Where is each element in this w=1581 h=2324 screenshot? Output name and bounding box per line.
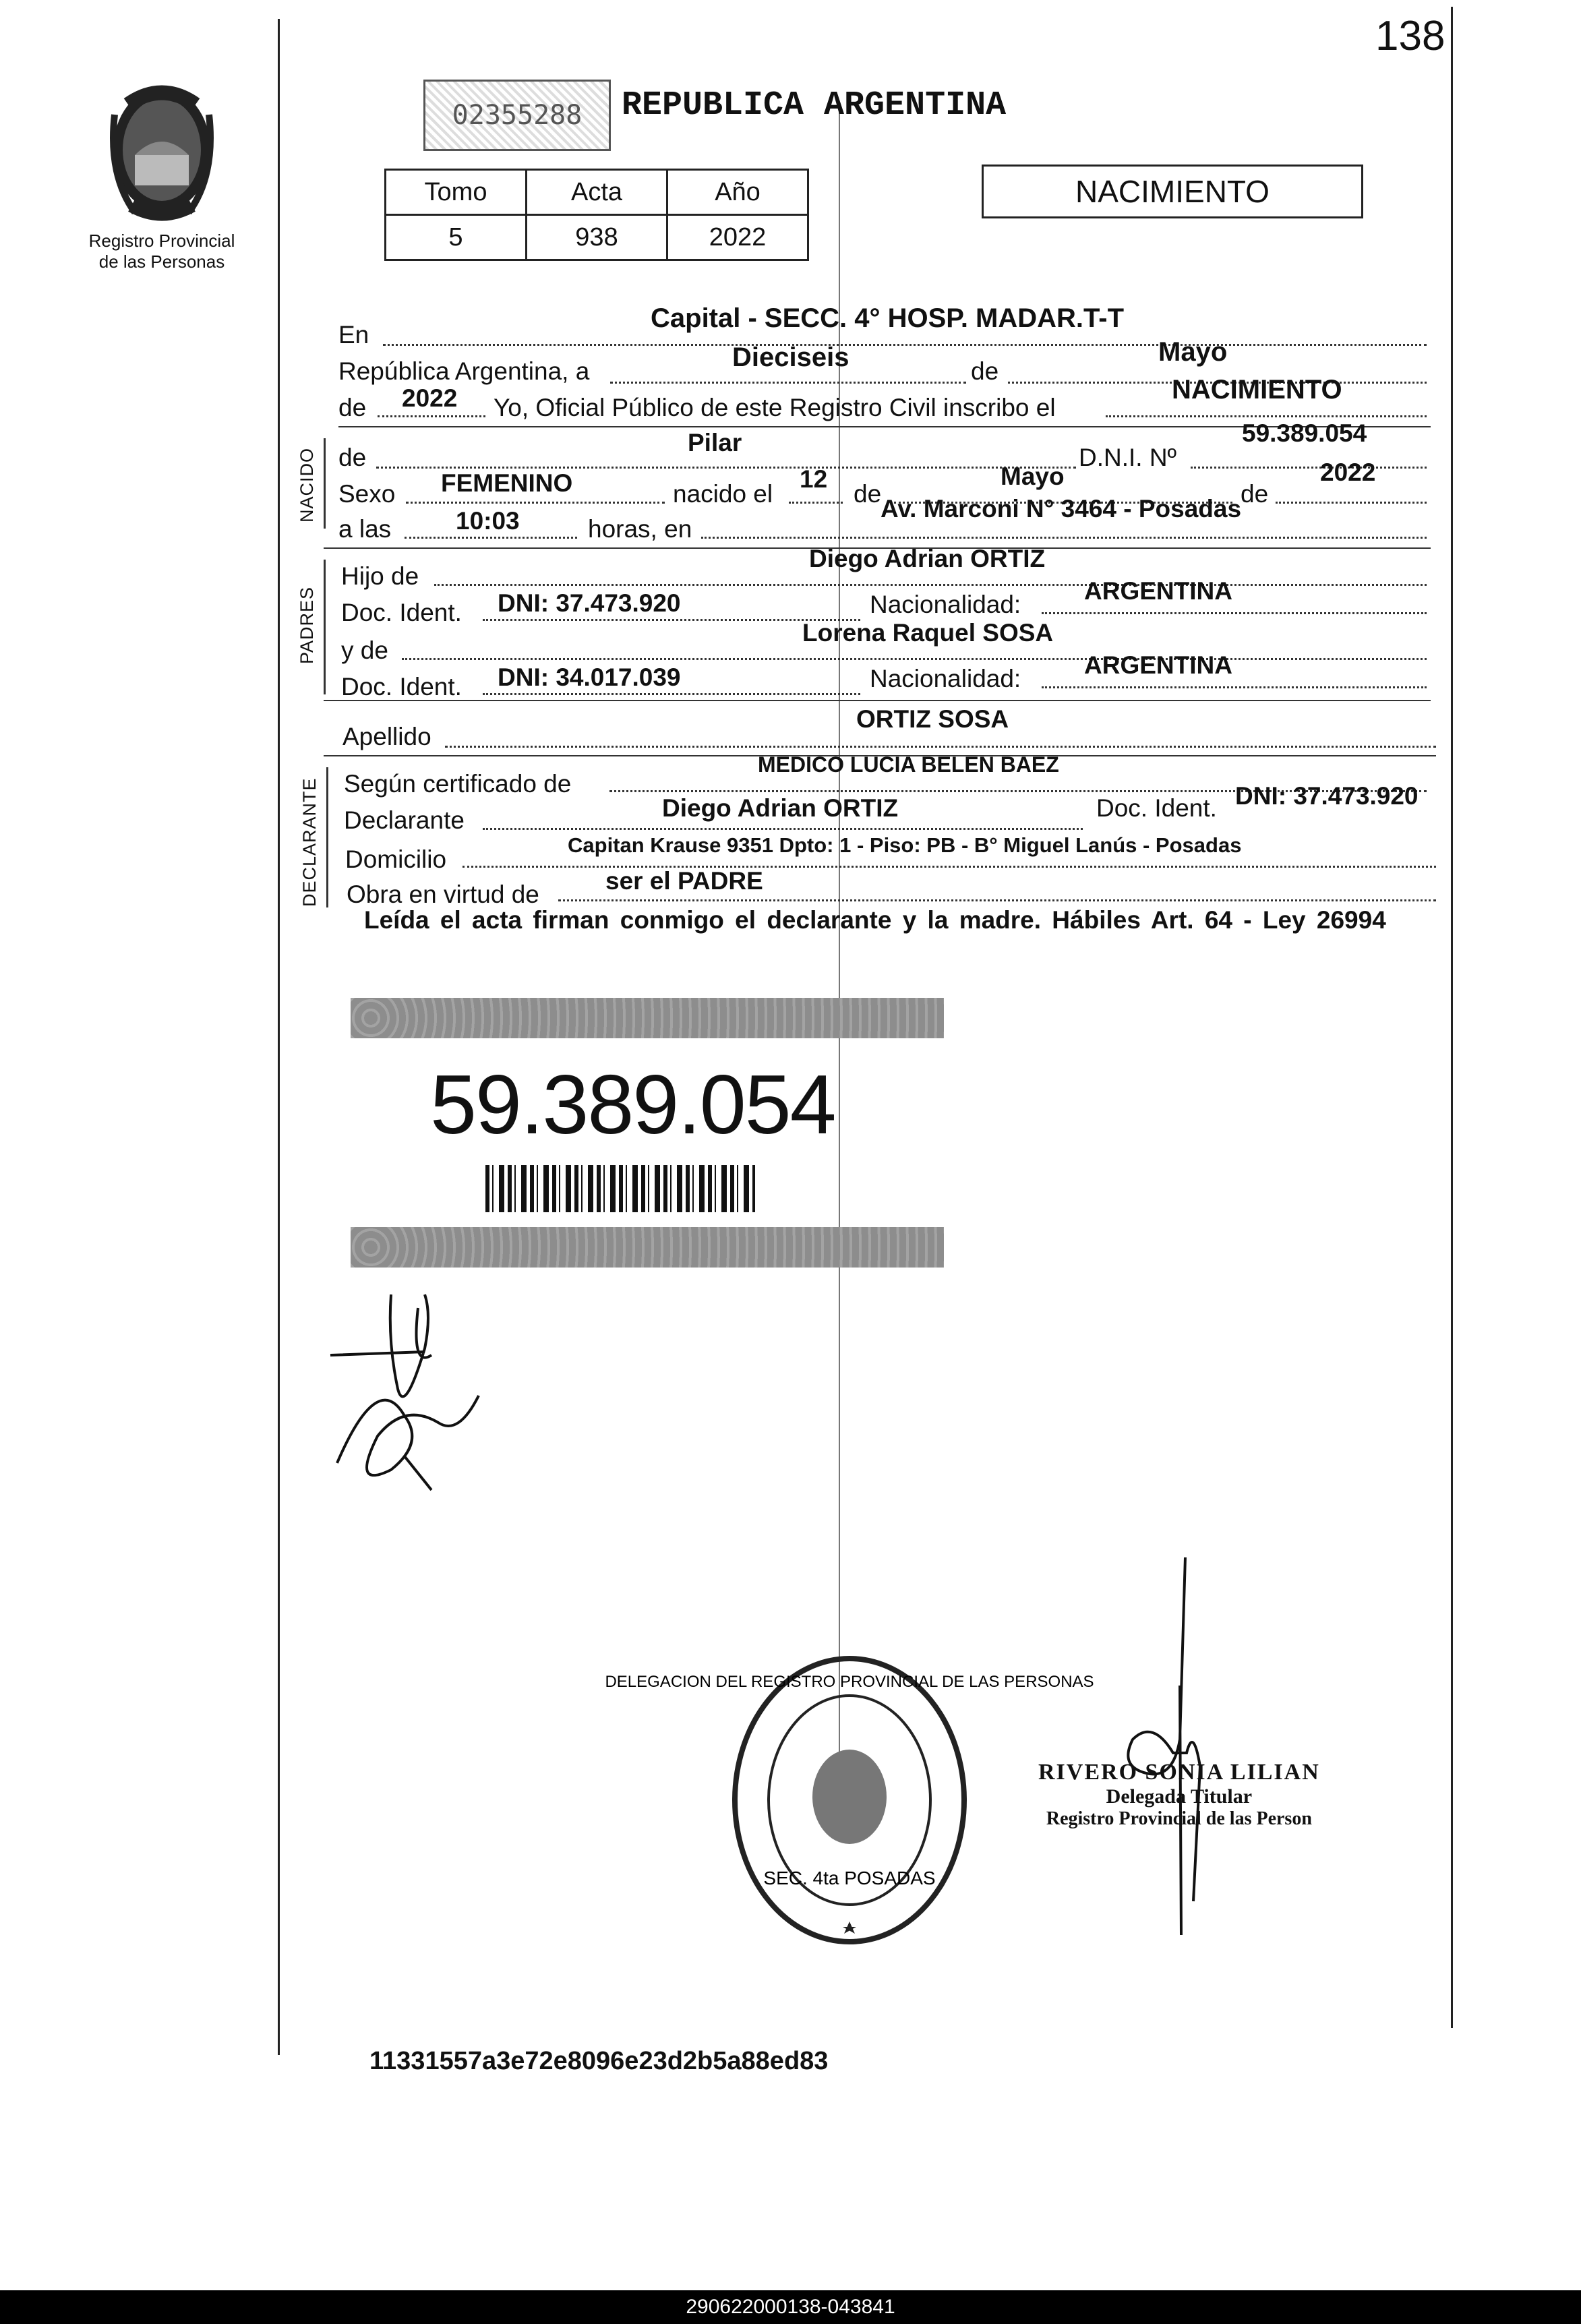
doc-ident-label: Doc. Ident. xyxy=(341,673,462,701)
de-label: de xyxy=(1241,480,1269,508)
obra-label: Obra en virtud de xyxy=(347,881,539,908)
official-stamp-icon xyxy=(605,1652,1094,1948)
document-hash: 11331557a3e72e8096e23d2b5a88ed83 xyxy=(369,2047,829,2075)
official-signature-icon xyxy=(1106,1551,1227,1942)
mother-nationality-value: ARGENTINA xyxy=(1084,651,1232,679)
dots xyxy=(483,693,860,695)
dots xyxy=(789,502,843,504)
provincia-misiones-crest-icon xyxy=(88,74,236,222)
header-title: REPUBLICA ARGENTINA xyxy=(622,86,1007,125)
dots xyxy=(402,658,1427,660)
page-number: 138 xyxy=(1375,13,1445,59)
dots xyxy=(1276,502,1427,504)
doc-ident-label: Doc. Ident. xyxy=(1096,794,1217,822)
dots xyxy=(405,537,577,539)
birth-address-value: Av. Marconi N° 3464 - Posadas xyxy=(881,495,1242,523)
logo-caption xyxy=(67,231,256,272)
month-value: Mayo xyxy=(1158,337,1228,367)
padres-bracket xyxy=(324,560,326,694)
declarant-signature-icon xyxy=(324,1268,499,1524)
dots xyxy=(378,415,485,417)
dots xyxy=(383,344,1427,346)
barcode-icon xyxy=(485,1165,755,1212)
child-dni-value: 59.389.054 xyxy=(1242,419,1367,447)
day-value: Dieciseis xyxy=(732,342,849,372)
year-value: 2022 xyxy=(402,384,458,412)
reason-value: ser el PADRE xyxy=(605,867,763,895)
dni-number: 59.389.054 xyxy=(430,1059,835,1152)
birth-day-value: 12 xyxy=(800,465,828,493)
father-nationality-value: ARGENTINA xyxy=(1084,577,1232,605)
record-value-acta: 938 xyxy=(527,215,667,260)
act-value: NACIMIENTO xyxy=(1172,375,1342,405)
record-header-tomo: Tomo xyxy=(386,170,527,215)
sexo-value: FEMENINO xyxy=(441,469,573,497)
record-header-acta: Acta xyxy=(527,170,667,215)
birth-year-value: 2022 xyxy=(1320,458,1376,486)
nacionalidad-label: Nacionalidad: xyxy=(870,665,1021,692)
delegate-name: RIVERO SONIA LILIAN xyxy=(1038,1760,1320,1785)
sexo-label: Sexo xyxy=(338,480,396,508)
delegate-signature-block xyxy=(1038,1760,1320,1830)
dots xyxy=(1191,467,1427,469)
republica-label: República Argentina, a xyxy=(338,357,590,385)
declarante-section-label: DECLARANTE xyxy=(299,777,320,907)
a-las-label: a las xyxy=(338,515,392,543)
nacido-section-label: NACIDO xyxy=(297,447,317,523)
card-band-top xyxy=(351,998,944,1038)
stamp-outer-text: DELEGACION DEL REGISTRO PROVINCIAL DE LAS PERSONAS xyxy=(605,1673,1094,1691)
closing-text: Leída el acta firman conmigo el declarante y la madre. Hábiles Art. 64 - Ley 26994 xyxy=(364,906,1386,934)
en-label: En xyxy=(338,321,369,349)
year-prefix-label: de xyxy=(338,394,367,421)
father-doc-value: DNI: 37.473.920 xyxy=(498,589,681,617)
domicilio-value: Capitan Krause 9351 Dpto: 1 - Piso: PB - B° Miguel Lanús - Posadas xyxy=(568,833,1242,857)
delegate-org: Registro Provincial de las Person xyxy=(1046,1808,1312,1829)
logo-caption-line1: Registro Provincial xyxy=(88,231,235,251)
dots xyxy=(1042,612,1427,614)
dni-label-card xyxy=(351,998,944,1268)
y-de-label: y de xyxy=(341,636,388,664)
left-margin-line xyxy=(278,19,280,2055)
declarante-doc-value: DNI: 37.473.920 xyxy=(1235,782,1419,810)
child-name-value: Pilar xyxy=(688,429,742,456)
card-band-bottom xyxy=(351,1227,944,1268)
dots xyxy=(610,382,966,384)
dots xyxy=(1042,686,1427,688)
de-label: de xyxy=(854,480,882,508)
logo-caption-line2: de las Personas xyxy=(98,251,225,272)
dots xyxy=(1106,415,1427,417)
dots xyxy=(376,467,1076,469)
nacionalidad-label: Nacionalidad: xyxy=(870,591,1021,618)
separator xyxy=(324,700,1431,701)
record-table xyxy=(384,169,809,261)
hijo-de-label: Hijo de xyxy=(341,562,419,590)
doc-ident-label: Doc. Ident. xyxy=(341,599,462,626)
birth-time-value: 10:03 xyxy=(456,507,520,535)
segun-certificado-label: Según certificado de xyxy=(344,770,572,798)
nacido-de-label: de xyxy=(338,444,367,471)
dots xyxy=(434,584,1427,586)
father-name-value: Diego Adrian ORTIZ xyxy=(809,545,1046,572)
dots xyxy=(558,899,1436,901)
dots xyxy=(445,746,1436,748)
mother-name-value: Lorena Raquel SOSA xyxy=(802,619,1054,647)
record-value-anio: 2022 xyxy=(667,215,808,260)
de-label: de xyxy=(971,357,999,385)
padres-section-label: PADRES xyxy=(297,586,317,664)
mother-doc-value: DNI: 34.017.039 xyxy=(498,663,681,691)
record-value-tomo: 5 xyxy=(386,215,527,260)
dots xyxy=(701,537,1427,539)
nacido-el-label: nacido el xyxy=(673,480,773,508)
birth-month-value: Mayo xyxy=(1001,463,1065,490)
certificate-value: MEDICO LUCIA BELEN BAEZ xyxy=(758,752,1059,777)
footer-code: 290622000138-043841 xyxy=(0,2290,1581,2324)
stamp-inner-text: SEC. 4ta POSADAS xyxy=(763,1868,936,1888)
record-type-box: NACIMIENTO xyxy=(982,165,1363,218)
declarante-bracket xyxy=(326,767,328,907)
horas-label: horas, en xyxy=(588,515,692,543)
domicilio-label: Domicilio xyxy=(345,845,447,873)
oficial-text: Yo, Oficial Público de este Registro Civil inscribo el xyxy=(494,394,1056,421)
delegate-title: Delegada Titular xyxy=(1106,1785,1253,1808)
declarante-label: Declarante xyxy=(344,806,465,834)
apellido-value: ORTIZ SOSA xyxy=(856,705,1009,733)
dni-label: D.N.I. Nº xyxy=(1079,444,1177,471)
right-margin-line xyxy=(1451,7,1453,2028)
serial-number-stamp: 02355288 xyxy=(423,80,611,151)
record-header-anio: Año xyxy=(667,170,808,215)
dots xyxy=(406,502,665,504)
apellido-label: Apellido xyxy=(342,723,431,750)
nacido-bracket xyxy=(324,438,326,529)
place-value: Capital - SECC. 4° HOSP. MADAR.T-T xyxy=(651,303,1125,333)
dots xyxy=(483,828,1083,830)
declarante-name-value: Diego Adrian ORTIZ xyxy=(662,794,899,822)
